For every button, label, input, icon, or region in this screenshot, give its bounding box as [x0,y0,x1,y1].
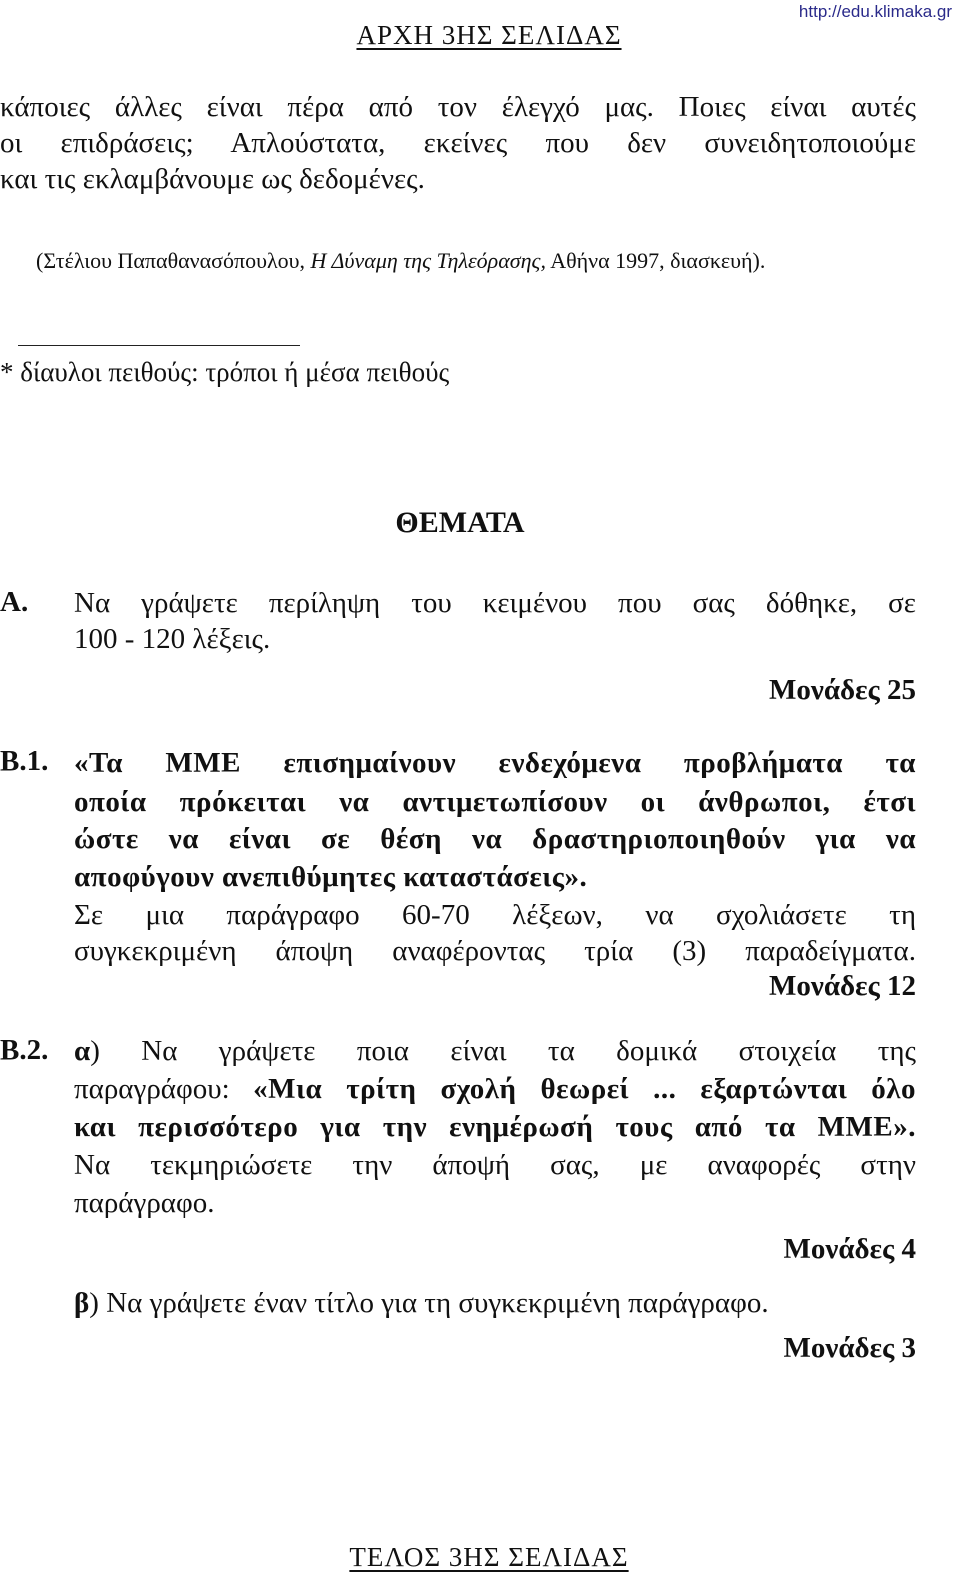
question-b2a-marks: Μονάδες 4 [783,1233,916,1265]
citation-title: Η Δύναμη της Τηλεόρασης, [310,248,546,273]
footnote: * δίαυλοι πειθούς: τρόποι ή μέσα πειθούς [0,357,450,387]
question-b1-quote-line-1: «Τα ΜΜΕ επισημαίνουν ενδεχόμενα προβλήματα τα [74,747,916,779]
page-footer: ΤΕΛΟΣ 3ΗΣ ΣΕΛΙΔΑΣ [349,1542,629,1572]
question-a-line-1: Να γράψετε περίληψη του κειμένου που σας δόθηκε, σε [74,587,916,619]
question-a-marks: Μονάδες 25 [769,674,916,706]
question-b1-task-line-2: συγκεκριμένη άποψη αναφέροντας τρία (3) παραδείγματα. [74,935,916,967]
question-b2-label: Β.2. [0,1034,49,1066]
question-b2a-quote-start: «Μια τρίτη σχολή θεωρεί ... εξαρτώνται όλο [253,1073,916,1105]
section-title: ΘΕΜΑΤΑ [395,506,525,539]
question-b1-quote-line-3: ώστε να είναι σε θέση να δραστηριοποιηθούν για να [74,823,916,855]
question-b2a-line-4: Να τεκμηριώσετε την άποψή σας, με αναφορές στην [74,1149,916,1181]
question-b1-quote-line-2: οποία πρόκειται να αντιμετωπίσουν οι άνθρωποι, έτσι [74,786,916,818]
question-b1-quote-line-4: αποφύγουν ανεπιθύμητες καταστάσεις». [74,861,588,893]
question-b2a-line-1 [74,1032,916,1070]
citation [36,248,765,274]
source-url[interactable]: http://edu.klimaka.gr [798,2,952,21]
intro-line-1: κάποιες άλλες είναι πέρα από τον έλεγχό μας. Ποιες είναι αυτές [0,91,916,123]
citation-author: (Στέλιου Παπαθανασόπουλου, [36,248,311,273]
footnote-divider [18,345,300,346]
question-b2a-text: ) Να γράψετε ποια είναι τα δομικά στοιχεία της [90,1035,916,1067]
question-b2b-text: ) Να γράψετε έναν τίτλο για τη συγκεκριμένη παράγραφο. [89,1287,769,1319]
question-b2a-prefix: παραγράφου: [74,1073,254,1105]
question-a-line-2: 100 - 120 λέξεις. [74,623,271,655]
question-b1-task-line-1: Σε μια παράγραφο 60-70 λέξεων, να σχολιάσετε τη [74,899,916,931]
question-b2a-line-2 [74,1070,916,1108]
question-b1-marks: Μονάδες 12 [769,970,916,1002]
question-b2a-quote-end: και περισσότερο για την ενημέρωσή τους από τα ΜΜΕ». [74,1111,916,1143]
citation-rest: Αθήνα 1997, διασκευή). [545,248,766,273]
question-b2a-letter: α [74,1035,91,1067]
intro-line-2: οι επιδράσεις; Απλούστατα, εκείνες που δεν συνειδητοποιούμε [0,127,916,159]
question-b1-label: Β.1. [0,745,49,777]
question-b2b-marks: Μονάδες 3 [783,1332,916,1364]
question-b2a-line-5: παράγραφο. [74,1187,215,1219]
page-header: ΑΡΧΗ 3ΗΣ ΣΕΛΙΔΑΣ [356,20,622,50]
question-a-label: Α. [0,586,29,618]
question-b2b-letter: β [74,1287,90,1319]
intro-line-3: και τις εκλαμβάνουμε ως δεδομένες. [0,163,425,195]
question-b2b-line [74,1284,769,1322]
